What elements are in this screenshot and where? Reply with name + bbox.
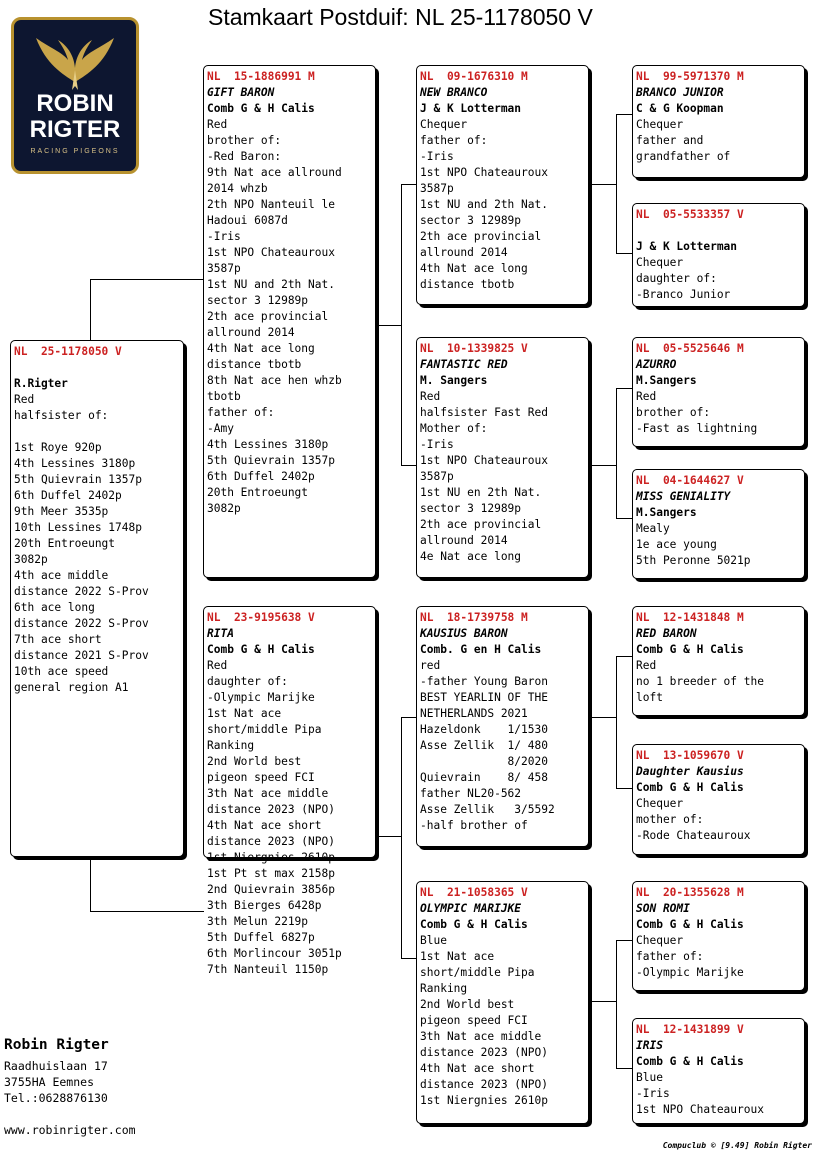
pedigree-line: no 1 breeder of the <box>636 675 764 688</box>
breeder-name: Comb G & H Calis <box>636 781 744 794</box>
connector <box>401 717 402 959</box>
ring-number: NL 12-1431848 M <box>636 611 744 624</box>
pedigree-line: -father Young Baron <box>420 675 548 688</box>
pedigree-line: 3082p <box>207 502 241 515</box>
pedigree-line: Chequer <box>636 118 684 131</box>
pedigree-line: 1st NU and 2th Nat. <box>207 278 335 291</box>
pedigree-line: 7th ace short <box>14 633 102 646</box>
ring-number: NL 18-1739758 M <box>420 611 528 624</box>
pigeon-card-sds[interactable] <box>632 337 805 447</box>
pedigree-line: 3587p <box>420 470 454 483</box>
breeder-name: Comb G & H Calis <box>207 102 315 115</box>
pedigree-line: 4th Nat ace short <box>420 1062 535 1075</box>
pigeon-name: IRIS <box>636 1039 663 1052</box>
connector <box>616 253 633 254</box>
pedigree-line: 2014 whzb <box>207 182 268 195</box>
pigeon-card-dam-dam[interactable] <box>416 881 589 1124</box>
pedigree-line: distance 2023 (NPO) <box>207 835 335 848</box>
ring-number: NL 05-5533357 V <box>636 208 744 221</box>
pedigree-line: 3th Nat ace middle <box>207 787 329 800</box>
pedigree-line: -Fast as lightning <box>636 422 758 435</box>
pigeon-card-ssd[interactable] <box>632 203 805 307</box>
pedigree-line: Hazeldonk 1/1530 <box>420 723 548 736</box>
pedigree-line: allround 2014 <box>207 326 295 339</box>
pigeon-card-dsd[interactable] <box>632 744 805 855</box>
logo-word-robin: ROBIN <box>36 90 114 117</box>
pigeon-name: NEW BRANCO <box>420 86 488 99</box>
pedigree-line: 2nd Quievrain 3856p <box>207 883 335 896</box>
connector <box>616 114 633 115</box>
pedigree-line: 5th Duffel 6827p <box>207 931 315 944</box>
pedigree-line: 2th ace provincial <box>207 310 329 323</box>
pedigree-line: Red <box>14 393 35 406</box>
robin-rigter-logo <box>11 17 139 174</box>
pigeon-card-dss[interactable] <box>632 606 805 716</box>
pigeon-name: Daughter Kausius <box>636 765 744 778</box>
pedigree-line: pigeon speed FCI <box>207 771 315 784</box>
owner-name: Robin Rigter <box>4 1037 109 1053</box>
pedigree-line: 1st NU and 2th Nat. <box>420 198 548 211</box>
pedigree-line: 10th Lessines 1748p <box>14 521 142 534</box>
pigeon-name: MISS GENIALITY <box>636 490 731 503</box>
ring-number: NL 10-1339825 V <box>420 342 528 355</box>
pedigree-line: 1st NPO Chateauroux <box>420 166 548 179</box>
pedigree-line: sector 3 12989p <box>420 502 522 515</box>
pedigree-line: Blue <box>420 934 447 947</box>
pedigree-line: father of: <box>207 406 275 419</box>
pedigree-line: 5th Quievrain 1357p <box>14 473 142 486</box>
connector <box>616 518 633 519</box>
connector <box>616 656 617 789</box>
ring-number: NL 20-1355628 M <box>636 886 744 899</box>
pedigree-line: 2th ace provincial <box>420 230 542 243</box>
pedigree-line: 1st NPO Chateauroux <box>420 454 548 467</box>
pedigree-line: 1st Nat ace <box>207 707 282 720</box>
pigeon-card-subject[interactable] <box>10 340 184 857</box>
pedigree-line: Red <box>420 390 441 403</box>
connector <box>90 911 204 912</box>
pedigree-line: halfsister Fast Red <box>420 406 548 419</box>
owner-street: Raadhuislaan 17 <box>4 1059 108 1073</box>
connector <box>616 114 617 254</box>
pigeon-card-sdd[interactable] <box>632 469 805 579</box>
pedigree-line: father of: <box>420 134 488 147</box>
breeder-name: M. Sangers <box>420 374 488 387</box>
pedigree-line: 1st Roye 920p <box>14 441 102 454</box>
pedigree-line: Asse Zellik 3/5592 <box>420 803 555 816</box>
pedigree-line: 1st Niergnies 2610p <box>207 851 335 864</box>
pedigree-line: Red <box>207 118 228 131</box>
wings-icon <box>32 34 118 94</box>
pedigree-line: 4e Nat ace long <box>420 550 522 563</box>
pedigree-line: Mother of: <box>420 422 488 435</box>
pedigree-line: Ranking <box>420 982 468 995</box>
pedigree-line: -Iris <box>207 230 241 243</box>
connector <box>90 856 91 912</box>
logo-word-rigter: RIGTER <box>29 116 121 143</box>
pedigree-line: 10th ace speed <box>14 665 109 678</box>
pigeon-card-dam-sire[interactable] <box>416 606 589 847</box>
pedigree-line: -Olympic Marijke <box>636 966 744 979</box>
pigeon-card-sss[interactable] <box>632 65 805 178</box>
pedigree-line: grandfather of <box>636 150 731 163</box>
connector <box>401 184 402 466</box>
connector <box>616 940 633 941</box>
pedigree-line: father and <box>636 134 704 147</box>
breeder-name: Comb G & H Calis <box>420 918 528 931</box>
pedigree-line: allround 2014 <box>420 246 508 259</box>
connector <box>90 279 91 341</box>
pedigree-line: father of: <box>636 950 704 963</box>
owner-info <box>4 1036 136 1138</box>
pedigree-line: mother of: <box>636 813 704 826</box>
pedigree-line: distance 2022 S-Prov <box>14 617 149 630</box>
pedigree-line: 2th NPO Nanteuil le <box>207 198 335 211</box>
pedigree-line: -Iris <box>420 150 454 163</box>
pedigree-line: distance 2023 (NPO) <box>207 803 335 816</box>
pedigree-line: 6th ace long <box>14 601 95 614</box>
ring-number: NL 05-5525646 M <box>636 342 744 355</box>
pedigree-line: allround 2014 <box>420 534 508 547</box>
owner-website[interactable]: www.robinrigter.com <box>4 1123 136 1137</box>
pedigree-line: 9th Meer 3535p <box>14 505 109 518</box>
pedigree-line: -half brother of <box>420 819 528 832</box>
pedigree-line: Chequer <box>636 934 684 947</box>
pedigree-line: short/middle Pipa <box>420 966 535 979</box>
pedigree-line: 3587p <box>207 262 241 275</box>
pedigree-line: red <box>420 659 441 672</box>
pedigree-line: 4th Nat ace long <box>420 262 528 275</box>
pedigree-line: 5th Quievrain 1357p <box>207 454 335 467</box>
ring-number: NL 25-1178050 V <box>14 345 122 358</box>
pedigree-line: -Amy <box>207 422 234 435</box>
logo-tagline: RACING PIGEONS <box>30 148 120 155</box>
pedigree-line: Ranking <box>207 739 255 752</box>
pedigree-line: 3082p <box>14 553 48 566</box>
pedigree-line: sector 3 12989p <box>207 294 309 307</box>
pedigree-line: 4th Nat ace long <box>207 342 315 355</box>
ring-number: NL 99-5971370 M <box>636 70 744 83</box>
pedigree-line: distance 2022 S-Prov <box>14 585 149 598</box>
pedigree-line: 1st Nat ace <box>420 950 495 963</box>
pedigree-line: 2th ace provincial <box>420 518 542 531</box>
connector <box>616 940 617 1069</box>
pedigree-line: BEST YEARLIN OF THE <box>420 691 548 704</box>
pedigree-line: Quievrain 8/ 458 <box>420 771 548 784</box>
connector <box>90 279 204 280</box>
ring-number: NL 09-1676310 M <box>420 70 528 83</box>
pedigree-line: 2nd World best <box>207 755 302 768</box>
pedigree-line: 8th Nat ace hen whzb <box>207 374 342 387</box>
pigeon-name: AZURRO <box>636 358 677 371</box>
pigeon-name: KAUSIUS BARON <box>420 627 508 640</box>
pedigree-line: -Iris <box>420 438 454 451</box>
pedigree-line: -Red Baron: <box>207 150 282 163</box>
pigeon-name: OLYMPIC MARIJKE <box>420 902 522 915</box>
breeder-name: M.Sangers <box>636 374 697 387</box>
pedigree-line: 9th Nat ace allround <box>207 166 342 179</box>
pedigree-line: 1st NPO Chateauroux <box>636 1103 764 1116</box>
pedigree-line: 4th Lessines 3180p <box>14 457 136 470</box>
pigeon-card-dam[interactable] <box>203 606 376 976</box>
page-title: Stamkaart Postduif: NL 25-1178050 V <box>208 4 593 30</box>
breeder-name: R.Rigter <box>14 377 68 390</box>
pigeon-name: GIFT BARON <box>207 86 275 99</box>
breeder-name: Comb G & H Calis <box>636 643 744 656</box>
ring-number: NL 15-1886991 M <box>207 70 315 83</box>
footer-credit: Compuclub © [9.49] Robin Rigter <box>662 1141 812 1150</box>
breeder-name: Comb G & H Calis <box>636 1055 744 1068</box>
pedigree-line: Blue <box>636 1071 663 1084</box>
owner-city: 3755HA Eemnes <box>4 1075 95 1089</box>
connector <box>616 388 617 519</box>
pedigree-line: 4th Nat ace short <box>207 819 322 832</box>
breeder-name: C & G Koopman <box>636 102 724 115</box>
pedigree-line: Chequer <box>420 118 468 131</box>
connector <box>616 788 633 789</box>
pedigree-line: Hadoui 6087d <box>207 214 288 227</box>
pedigree-line: halfsister of: <box>14 409 109 422</box>
pedigree-line: 3th Melun 2219p <box>207 915 309 928</box>
pedigree-line: Asse Zellik 1/ 480 <box>420 739 548 752</box>
pedigree-line: 20th Entroeungt <box>207 486 309 499</box>
connector <box>588 184 616 185</box>
pedigree-line: -Iris <box>636 1087 670 1100</box>
pedigree-line: distance 2023 (NPO) <box>420 1046 548 1059</box>
ring-number: NL 04-1644627 V <box>636 474 744 487</box>
pigeon-card-dds[interactable] <box>632 881 805 991</box>
pedigree-line: 6th Morlincour 3051p <box>207 947 342 960</box>
pedigree-line: 8/2020 <box>420 755 548 768</box>
pedigree-line: brother of: <box>636 406 711 419</box>
pedigree-line: distance tbotb <box>420 278 515 291</box>
pigeon-name: SON ROMI <box>636 902 690 915</box>
pigeon-card-sire-dam[interactable] <box>416 337 589 578</box>
pedigree-line: 1e ace young <box>636 538 717 551</box>
breeder-name: Comb G & H Calis <box>636 918 744 931</box>
pedigree-line: Chequer <box>636 256 684 269</box>
pedigree-line: Red <box>636 659 657 672</box>
pedigree-line: NETHERLANDS 2021 <box>420 707 528 720</box>
pedigree-line: 1st NPO Chateauroux <box>207 246 335 259</box>
pigeon-card-sire[interactable] <box>203 65 376 578</box>
pedigree-line: daughter of: <box>636 272 717 285</box>
connector <box>588 717 616 718</box>
pedigree-line: pigeon speed FCI <box>420 1014 528 1027</box>
ring-number: NL 13-1059670 V <box>636 749 744 762</box>
breeder-name: Comb. G en H Calis <box>420 643 542 656</box>
pedigree-line: distance 2021 S-Prov <box>14 649 149 662</box>
pedigree-line: 4th Lessines 3180p <box>207 438 329 451</box>
pedigree-line: loft <box>636 691 663 704</box>
pigeon-name <box>14 360 183 376</box>
pedigree-line: Chequer <box>636 797 684 810</box>
breeder-name: J & K Lotterman <box>420 102 522 115</box>
pedigree-line: sector 3 12989p <box>420 214 522 227</box>
connector <box>376 836 401 837</box>
pedigree-line: -Rode Chateauroux <box>636 829 751 842</box>
pigeon-name: RITA <box>207 627 234 640</box>
breeder-name: M.Sangers <box>636 506 697 519</box>
ring-number: NL 23-9195638 V <box>207 611 315 624</box>
pedigree-line: 1st NU en 2th Nat. <box>420 486 542 499</box>
pedigree-line: daughter of: <box>207 675 288 688</box>
pigeon-name: FANTASTIC RED <box>420 358 508 371</box>
connector <box>588 465 616 466</box>
connector <box>376 325 401 326</box>
pedigree-line: Red <box>636 390 657 403</box>
pigeon-card-ddd[interactable] <box>632 1018 805 1124</box>
pedigree-line: 1st Pt st max 2158p <box>207 867 335 880</box>
pedigree-line: 20th Entroeungt <box>14 537 116 550</box>
pedigree-line: -Branco Junior <box>636 288 731 301</box>
pedigree-line: 1st Niergnies 2610p <box>420 1094 548 1107</box>
pigeon-name: RED BARON <box>636 627 697 640</box>
pedigree-line: -Olympic Marijke <box>207 691 315 704</box>
ring-number: NL 21-1058365 V <box>420 886 528 899</box>
pedigree-line: distance 2023 (NPO) <box>420 1078 548 1091</box>
pedigree-line: brother of: <box>207 134 282 147</box>
owner-phone: Tel.:0628876130 <box>4 1091 108 1105</box>
pedigree-line: 3th Bierges 6428p <box>207 899 322 912</box>
pedigree-line: 6th Duffel 2402p <box>207 470 315 483</box>
pigeon-name: BRANCO JUNIOR <box>636 86 724 99</box>
connector <box>616 388 633 389</box>
pigeon-card-sire-sire[interactable] <box>416 65 589 305</box>
pedigree-line: 3th Nat ace middle <box>420 1030 542 1043</box>
pedigree-line: Red <box>207 659 228 672</box>
pedigree-line: 3587p <box>420 182 454 195</box>
connector <box>588 1001 616 1002</box>
pedigree-line <box>14 424 183 440</box>
pedigree-line: 4th ace middle <box>14 569 109 582</box>
pigeon-name <box>636 223 804 239</box>
connector <box>616 656 633 657</box>
breeder-name: Comb G & H Calis <box>207 643 315 656</box>
pedigree-line: Mealy <box>636 522 670 535</box>
pedigree-line: 5th Peronne 5021p <box>636 554 751 567</box>
pedigree-line: 2nd World best <box>420 998 515 1011</box>
pedigree-line: 6th Duffel 2402p <box>14 489 122 502</box>
pedigree-line: distance tbotb <box>207 358 302 371</box>
pedigree-line: father NL20-562 <box>420 787 522 800</box>
connector <box>616 1068 633 1069</box>
pedigree-line: 7th Nanteuil 1150p <box>207 963 329 976</box>
pedigree-line: general region A1 <box>14 681 129 694</box>
pedigree-line: short/middle Pipa <box>207 723 322 736</box>
breeder-name: J & K Lotterman <box>636 240 738 253</box>
ring-number: NL 12-1431899 V <box>636 1023 744 1036</box>
pedigree-line: tbotb <box>207 390 241 403</box>
